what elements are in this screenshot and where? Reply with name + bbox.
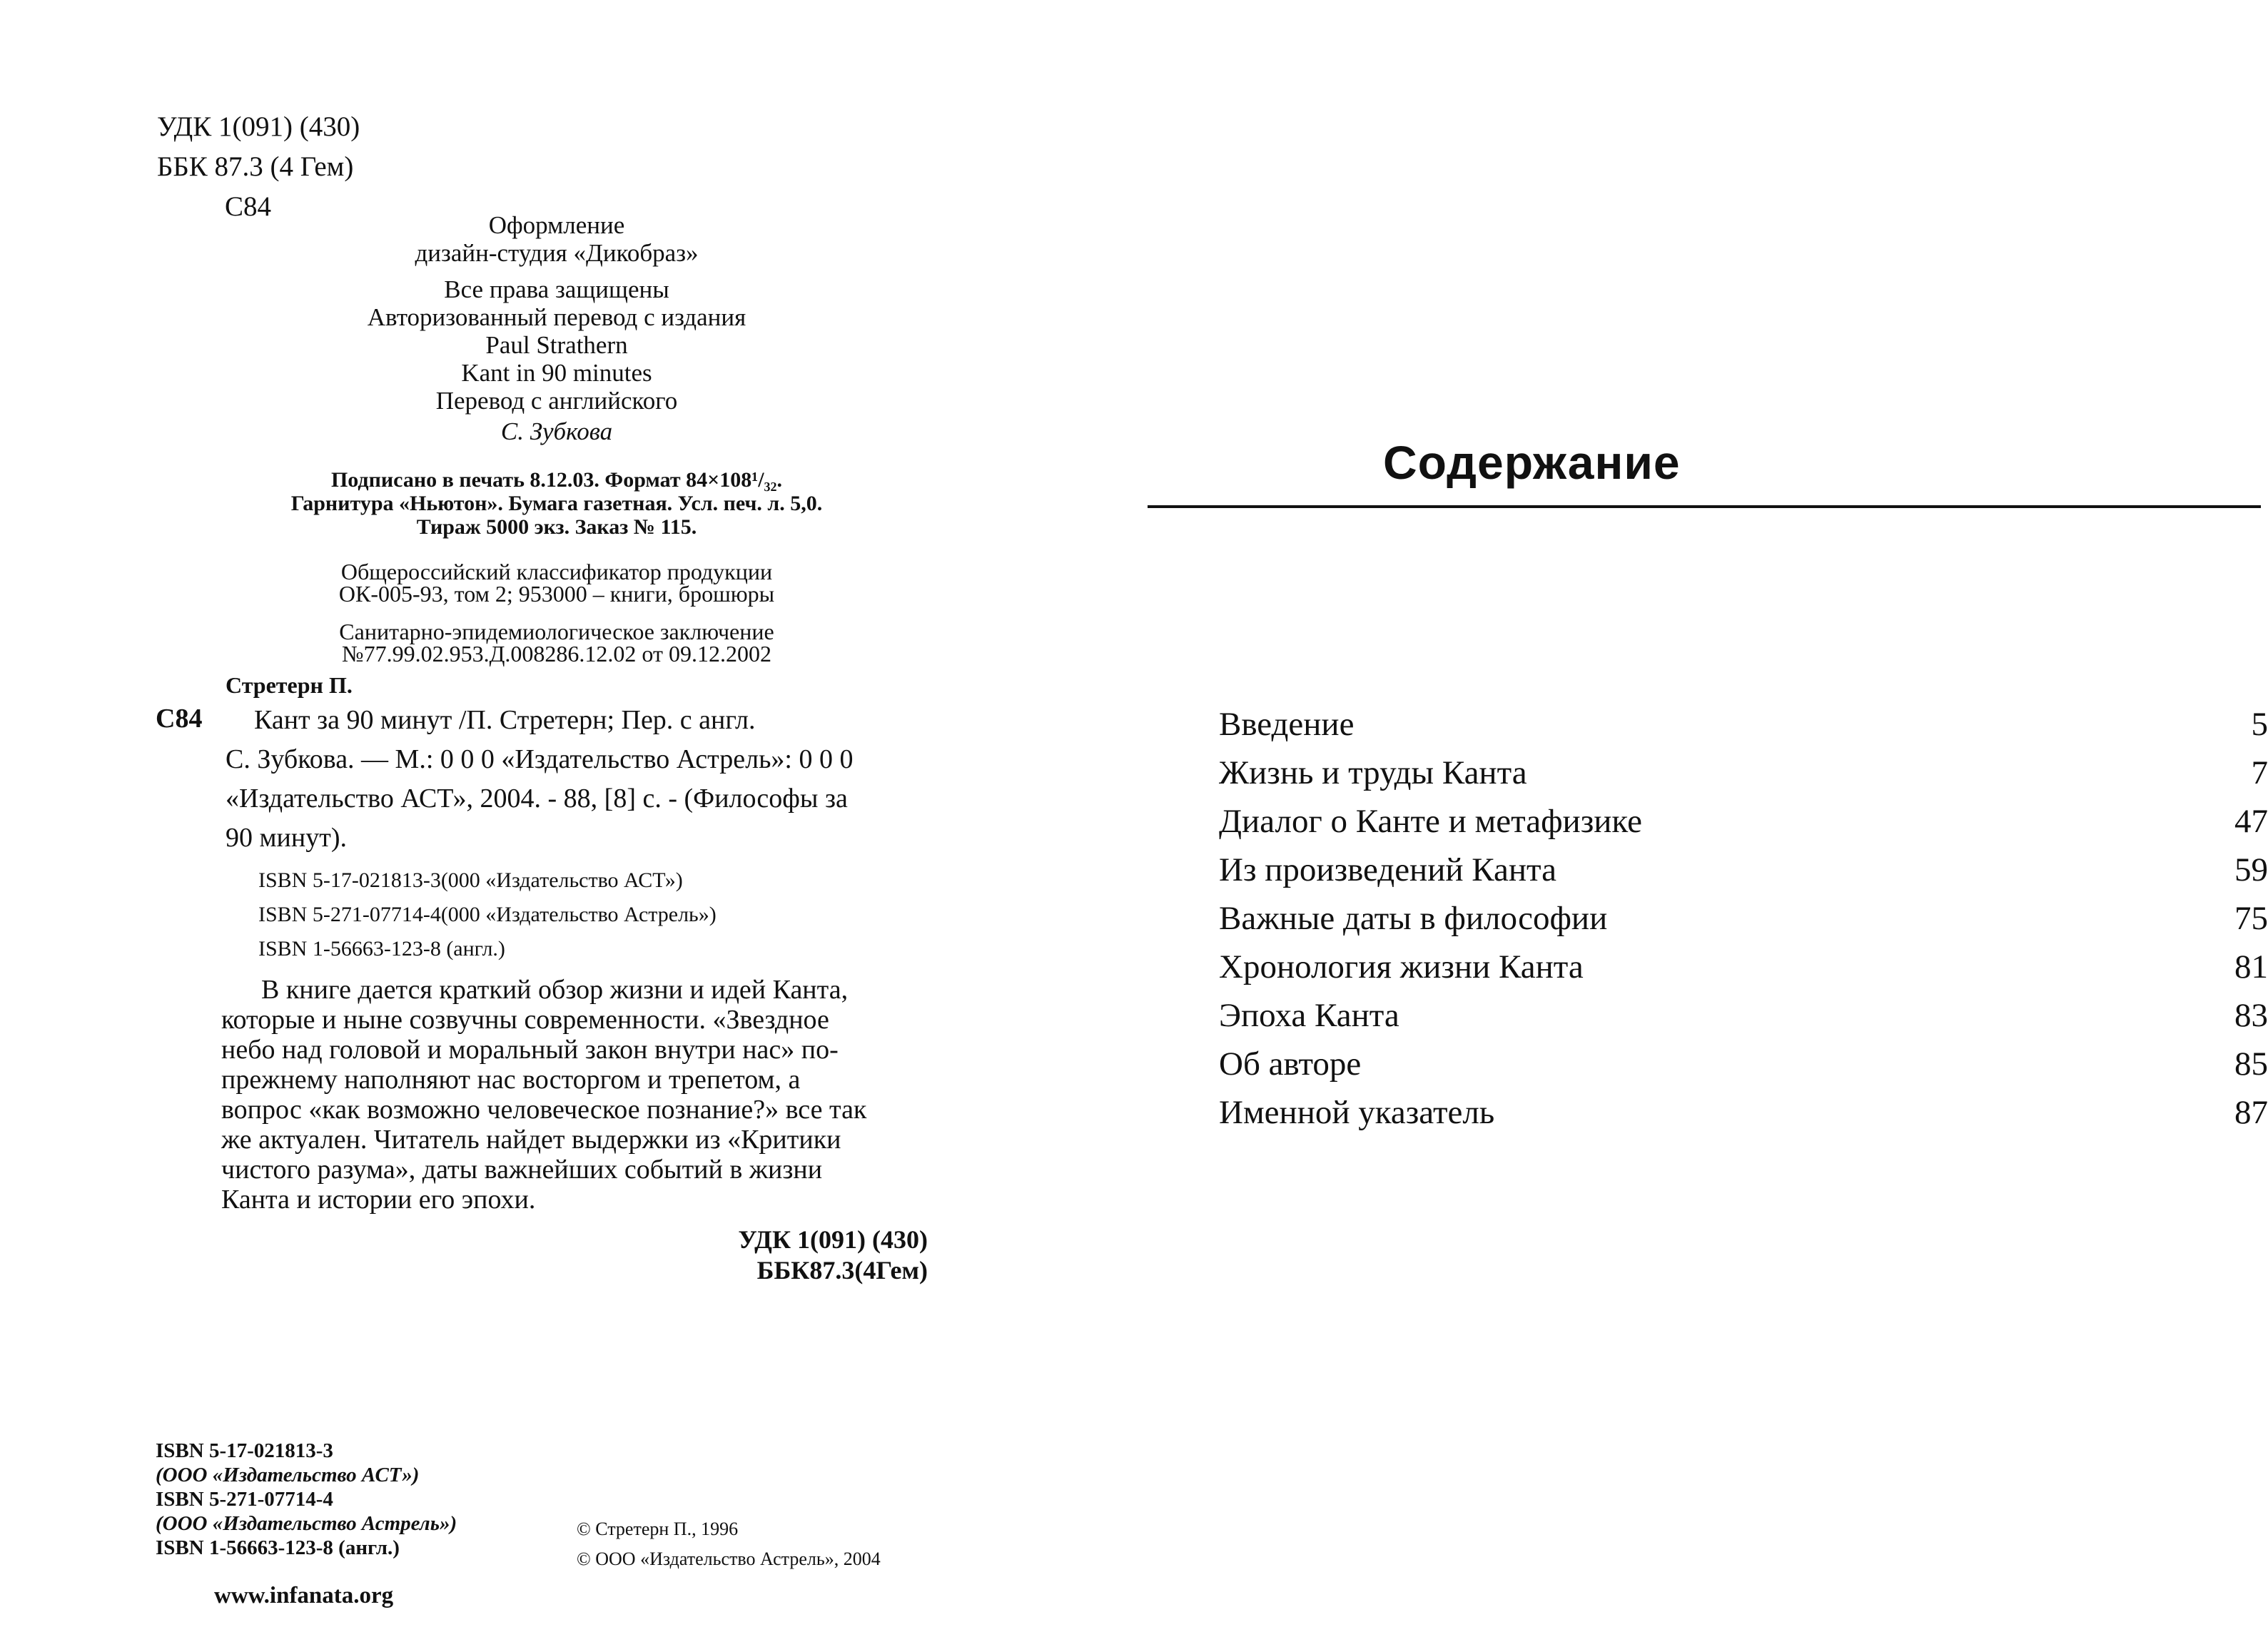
isbn-bottom-block bbox=[156, 1439, 457, 1560]
annotation-line: Канта и истории его эпохи. bbox=[221, 1185, 536, 1215]
toc-entry-label: Диалог о Канте и метафизике bbox=[1219, 803, 1642, 840]
authorized-translation: Авторизованный перевод с издания bbox=[367, 303, 746, 331]
toc-entry-page: 5 bbox=[2251, 706, 2268, 743]
sanitary-conclusion bbox=[271, 621, 842, 665]
copyright-line: © Стретерн П., 1996 bbox=[577, 1519, 739, 1539]
biblio-line: С. Зубкова. — М.: 0 0 0 «Издательство Астрель»: 0 0 0 bbox=[226, 744, 854, 774]
bbk-code-bottom: ББК87.3(4Гем) bbox=[756, 1256, 928, 1284]
imprint-block bbox=[271, 468, 842, 539]
design-label: Оформление bbox=[488, 211, 625, 239]
udk-code: УДК 1(091) (430) bbox=[157, 111, 360, 142]
website-url[interactable]: www.infanata.org bbox=[214, 1583, 394, 1608]
annotation-line: небо над головой и моральный закон внутри нас» по- bbox=[221, 1035, 839, 1065]
toc-entry[interactable] bbox=[1219, 899, 2268, 948]
classification-codes-bottom bbox=[642, 1225, 928, 1286]
isbn-bottom-line: ISBN 5-271-07714-4 bbox=[156, 1488, 333, 1511]
toc-entry-page: 75 bbox=[2234, 900, 2268, 937]
toc-entry-page: 83 bbox=[2234, 997, 2268, 1034]
original-title: Kant in 90 minutes bbox=[461, 359, 652, 387]
toc-entry[interactable] bbox=[1219, 948, 2268, 996]
classifier-line: Общероссийский классификатор продукции bbox=[340, 559, 773, 584]
toc-entry-page: 7 bbox=[2251, 754, 2268, 791]
contents-title: Содержание bbox=[1383, 436, 1681, 489]
imprint-line: Гарнитура «Ньютон». Бумага газетная. Усл. печ. л. 5,0. bbox=[290, 492, 823, 515]
isbn-bottom-line: ISBN 5-17-021813-3 bbox=[156, 1439, 333, 1462]
toc-entry-page: 59 bbox=[2234, 851, 2268, 888]
product-classifier bbox=[271, 561, 842, 605]
design-studio: дизайн-студия «Дикобраз» bbox=[415, 239, 699, 267]
toc-entry-label: Хронология жизни Канта bbox=[1219, 948, 1584, 985]
toc-entry[interactable] bbox=[1219, 851, 2268, 899]
toc-entry-page: 87 bbox=[2234, 1094, 2268, 1131]
annotation-line: чистого разума», даты важнейших событий в жизни bbox=[221, 1155, 823, 1185]
isbn-list bbox=[258, 863, 717, 966]
toc-entry-label: Об авторе bbox=[1219, 1045, 1362, 1083]
toc-entry-label: Из произведений Канта bbox=[1219, 851, 1556, 888]
isbn-bottom-line: (ООО «Издательство Астрель») bbox=[156, 1512, 457, 1535]
annotation-line: прежнему наполняют нас восторгом и трепетом, а bbox=[221, 1065, 801, 1095]
copyright-block bbox=[577, 1514, 881, 1574]
toc-entry-label: Введение bbox=[1219, 706, 1355, 743]
toc-entry[interactable] bbox=[1219, 996, 2268, 1045]
classifier-line: ОК-005-93, том 2; 953000 – книги, брошюры bbox=[338, 581, 775, 607]
classification-codes bbox=[157, 107, 360, 227]
toc-entry-label: Важные даты в философии bbox=[1219, 900, 1608, 937]
toc-entry[interactable] bbox=[1219, 1093, 2268, 1142]
bbk-code: ББК 87.3 (4 Гем) bbox=[157, 151, 354, 182]
title-divider bbox=[1148, 505, 2261, 508]
toc-entry[interactable] bbox=[1219, 802, 2268, 851]
toc-entry-label: Эпоха Канта bbox=[1219, 997, 1399, 1034]
udk-code-bottom: УДК 1(091) (430) bbox=[738, 1225, 928, 1254]
colophon-page bbox=[0, 0, 1041, 1647]
biblio-line: Кант за 90 минут /П. Стретерн; Пер. с англ. bbox=[254, 705, 756, 735]
imprint-line: Тираж 5000 экз. Заказ № 115. bbox=[416, 515, 697, 539]
toc-entry-page: 81 bbox=[2234, 948, 2268, 985]
original-author: Paul Strathern bbox=[485, 331, 628, 359]
translation-from: Перевод с английского bbox=[435, 387, 678, 415]
toc-entry-page: 85 bbox=[2234, 1045, 2268, 1083]
bibliographic-record bbox=[226, 701, 939, 858]
annotation bbox=[221, 975, 935, 1215]
annotation-line: В книге дается краткий обзор жизни и идей Канта, bbox=[261, 975, 849, 1005]
toc-entry-page: 47 bbox=[2234, 803, 2268, 840]
biblio-line: «Издательство АСТ», 2004. - 88, [8] с. - (Философы за bbox=[226, 784, 848, 814]
annotation-line: вопрос «как возможно человеческое познание?» все так bbox=[221, 1095, 867, 1125]
sanitary-line: Санитарно-эпидемиологическое заключение bbox=[339, 619, 774, 644]
toc-entry[interactable] bbox=[1219, 1045, 2268, 1093]
author-sign-code: С84 bbox=[225, 191, 272, 222]
isbn-bottom-line: ISBN 1-56663-123-8 (англ.) bbox=[156, 1536, 400, 1559]
rights-notice: Все права защищены bbox=[444, 275, 669, 303]
toc-entry-label: Жизнь и труды Канта bbox=[1219, 754, 1527, 791]
biblio-author-heading: Стретерн П. bbox=[226, 672, 353, 698]
imprint-line: Подписано в печать 8.12.03. Формат 84×108¹/₃₂. bbox=[330, 468, 783, 492]
isbn-entry: ISBN 5-17-021813-3(000 «Издательство АСТ») bbox=[258, 868, 683, 892]
sanitary-line: №77.99.02.953.Д.008286.12.02 от 09.12.2002 bbox=[342, 641, 771, 667]
credits-block bbox=[343, 211, 771, 445]
biblio-code: С84 bbox=[156, 704, 203, 734]
annotation-line: которые и ныне созвучны современности. «Звездное bbox=[221, 1005, 829, 1035]
translator: С. Зубкова bbox=[500, 417, 613, 445]
isbn-bottom-line: (ООО «Издательство АСТ») bbox=[156, 1464, 420, 1486]
toc-entry-label: Именной указатель bbox=[1219, 1094, 1495, 1131]
isbn-entry: ISBN 1-56663-123-8 (англ.) bbox=[258, 937, 505, 961]
biblio-line: 90 минут). bbox=[226, 823, 347, 853]
toc-entry[interactable] bbox=[1219, 754, 2268, 802]
toc-entry[interactable] bbox=[1219, 705, 2268, 754]
copyright-line: © ООО «Издательство Астрель», 2004 bbox=[577, 1549, 881, 1569]
annotation-line: же актуален. Читатель найдет выдержки из «Критики bbox=[221, 1125, 841, 1155]
contents-page bbox=[1041, 0, 2268, 1647]
isbn-entry: ISBN 5-271-07714-4(000 «Издательство Астрель») bbox=[258, 903, 717, 926]
